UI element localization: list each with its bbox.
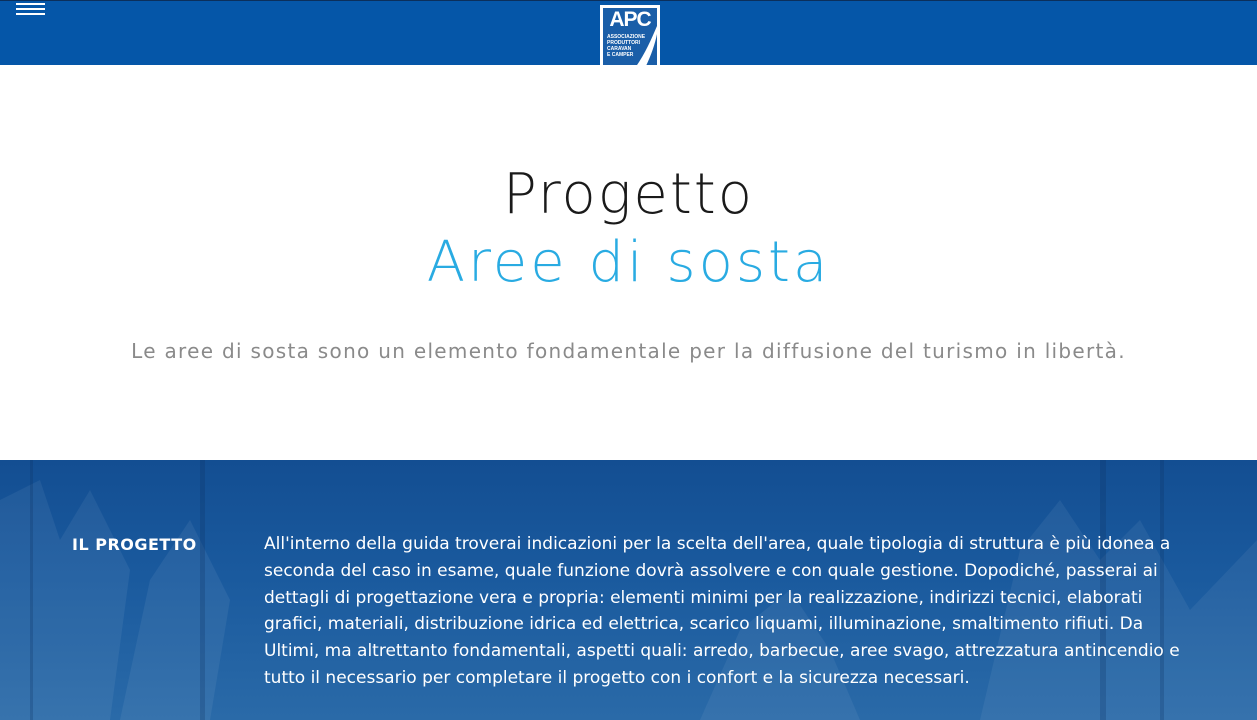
project-section (0, 460, 1257, 720)
hero-section (0, 65, 1257, 460)
top-navigation-bar (0, 0, 1257, 65)
section-label: IL PROGETTO (72, 535, 197, 554)
page-subtitle: Aree di sosta (426, 230, 831, 295)
logo-subtitle: ASSOCIAZIONE PRODUTTORI CARAVAN E CAMPER (607, 34, 646, 58)
project-description: All'interno della guida troverai indicazioni per la scelta dell'area, quale tipologia di struttura è più idonea a seconda del caso in esame, quale funzione dovrà assolvere e con quale gestione. Dopodiché, passerai ai dettagli di progettazione vera e propria: elementi minimi per la realizzazione, indirizzi tecnici, elaborati grafici, materiali, distribuzione idrica ed elettrica, scarico liquami, illuminazione, smaltimento rifiuti. Da Ultimi, ma altrettanto fondamentali, aspetti quali: arredo, barbecue, aree svago, attrezzatura antincendio e tutto il necessario per completare il progetto con i confort e la sicurezza necessari. (264, 534, 1180, 688)
hamburger-menu-icon[interactable] (16, 1, 46, 17)
logo-title: APC (609, 8, 651, 31)
apc-logo[interactable] (600, 5, 660, 68)
hero-lead-text: Le aree di sosta sono un elemento fondamentale per la diffusione del turismo in libertà. (131, 339, 1126, 363)
page-title: Progetto (502, 162, 755, 227)
logo-swoosh-icon (635, 26, 657, 67)
